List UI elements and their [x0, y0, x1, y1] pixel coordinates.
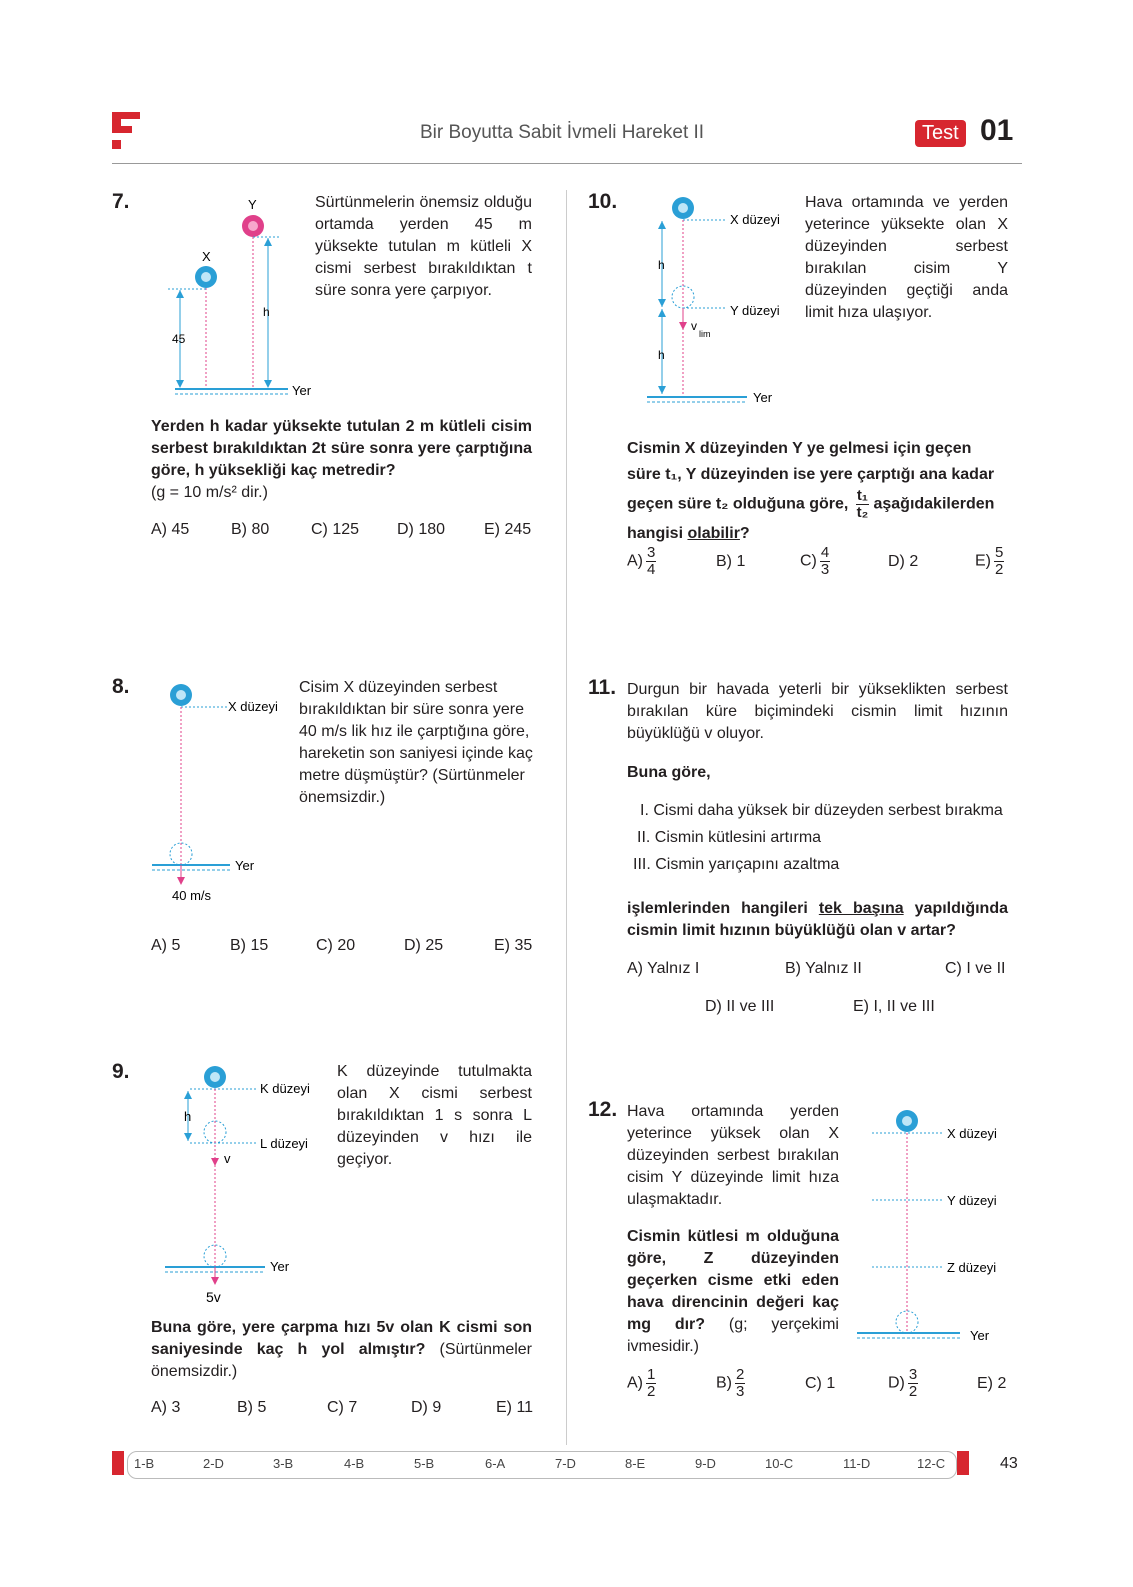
- option-b[interactable]: B) 5: [237, 1399, 267, 1416]
- svg-text:v: v: [224, 1151, 231, 1166]
- answer-key-item: 9-D: [695, 1456, 716, 1471]
- option-d[interactable]: D) 2: [888, 553, 919, 570]
- publisher-logo: [112, 112, 142, 152]
- svg-text:X düzeyi: X düzeyi: [947, 1126, 997, 1141]
- question-number: 8.: [112, 675, 130, 698]
- option-c[interactable]: C) I ve II: [945, 960, 1006, 977]
- svg-text:h: h: [263, 305, 270, 319]
- svg-text:Yer: Yer: [292, 383, 312, 398]
- option-a[interactable]: A) 3: [151, 1399, 181, 1416]
- option-a[interactable]: A) Yalnız I: [627, 960, 700, 977]
- answer-key-item: 1-B: [134, 1456, 155, 1471]
- q10-figure: [645, 192, 805, 412]
- q9-figure: [160, 1062, 335, 1312]
- answer-key-item: 4-B: [344, 1456, 365, 1471]
- svg-text:45: 45: [172, 332, 186, 346]
- question-text: Sürtünmelerin önemsiz olduğu ortamda yerden 45 m yüksekte tutulan m kütleli X cismi serbest bırakıldıktan t süre sonra yere çarpıyor.: [315, 194, 532, 299]
- svg-text:Yer: Yer: [970, 1328, 990, 1343]
- prompt-text: Buna göre, yere çarpma hızı 5v olan K cismi son saniyesinde kaç h yol almıştır?: [151, 1319, 532, 1358]
- option-d[interactable]: D) 25: [404, 937, 444, 954]
- option-e[interactable]: E) 2: [977, 1375, 1007, 1392]
- prompt-line: hangisi olabilir?: [627, 525, 750, 542]
- option-d[interactable]: D) 9: [411, 1399, 442, 1416]
- svg-text:X düzeyi: X düzeyi: [228, 699, 278, 714]
- answer-key-item: 7-D: [555, 1456, 576, 1471]
- chapter-title: Bir Boyutta Sabit İvmeli Hareket II: [420, 122, 705, 143]
- option-e[interactable]: E) I, II ve III: [853, 998, 935, 1015]
- option-e[interactable]: E) 11: [496, 1399, 534, 1416]
- test-number: 01: [980, 114, 1014, 147]
- svg-text:Yer: Yer: [753, 390, 773, 405]
- option-e[interactable]: E) $\frac{5}{2}$: [975, 544, 1004, 578]
- svg-text:h: h: [184, 1109, 192, 1124]
- statement-iii: III. Cismin yarıçapını azaltma: [633, 856, 840, 873]
- option-a[interactable]: A) 45: [151, 521, 190, 538]
- option-d[interactable]: D) 180: [397, 521, 446, 538]
- question-prompt: Cismin kütlesi m olduğuna göre, Z düzeyinden geçerken cisme etki eden hava direncinin değeri kaç mg dır? (g; yerçekimi ivmesidir.): [627, 1228, 839, 1355]
- prompt-line: süre t₁, Y düzeyinden ise yere çarptığı ana kadar: [627, 466, 995, 483]
- option-b[interactable]: B) 80: [231, 521, 270, 538]
- svg-text:X: X: [202, 249, 211, 264]
- question-note: (Sürtünmeler önemsizdir.): [151, 1341, 533, 1380]
- test-badge: Test: [915, 120, 966, 147]
- question-number: 11.: [588, 676, 617, 699]
- svg-text:L düzeyi: L düzeyi: [260, 1136, 308, 1151]
- svg-text:Yer: Yer: [235, 858, 255, 873]
- option-b[interactable]: B) Yalnız II: [785, 960, 862, 977]
- statement-i: I. Cismi daha yüksek bir düzeyden serbest bırakma: [640, 802, 1003, 819]
- statement-ii: II. Cismin kütlesini artırma: [637, 829, 822, 846]
- prompt-line: Cismin X düzeyinden Y ye gelmesi için geçen: [627, 440, 972, 457]
- answer-key-item: 8-E: [625, 1456, 646, 1471]
- answer-key-item: 11-D: [843, 1456, 871, 1471]
- svg-text:X düzeyi: X düzeyi: [730, 212, 780, 227]
- answer-key-item: 5-B: [414, 1456, 435, 1471]
- svg-text:lim: lim: [699, 329, 711, 339]
- question-text: Hava ortamında ve yerden yeterince yüksekte olan X düzeyinden serbest bırakılan cisim Y düzeyinden geçtiği anda limit hıza ulaşıyor.: [805, 194, 1008, 321]
- question-note: (g = 10 m/s² dir.): [151, 484, 268, 501]
- svg-text:Z düzeyi: Z düzeyi: [947, 1260, 997, 1275]
- option-a[interactable]: A) 5: [151, 937, 181, 954]
- option-c[interactable]: C) 1: [805, 1375, 836, 1392]
- question-number: 12.: [588, 1098, 618, 1121]
- option-b[interactable]: B) 1: [716, 553, 746, 570]
- option-c[interactable]: C) 20: [316, 937, 356, 954]
- answer-key-item: 6-A: [485, 1456, 506, 1471]
- footer-marker-left: [112, 1451, 124, 1475]
- answer-key-item: 2-D: [203, 1456, 224, 1471]
- question-text: K düzeyinde tutulmakta olan X cismi serbest bırakıldıktan 1 s sonra L düzeyinden v hızı ile geçiyor.: [337, 1063, 532, 1168]
- svg-text:40 m/s: 40 m/s: [172, 888, 212, 903]
- page-number: 43: [1000, 1455, 1018, 1472]
- svg-text:h: h: [658, 258, 665, 272]
- option-b[interactable]: B) $\frac{2}{3}$: [716, 1366, 745, 1400]
- option-d[interactable]: D) $\frac{3}{2}$: [888, 1366, 918, 1400]
- option-c[interactable]: C) $\frac{4}{3}$: [800, 544, 830, 578]
- answer-key-bar: [127, 1451, 957, 1479]
- q7-figure: [160, 192, 320, 402]
- svg-text:Y düzeyi: Y düzeyi: [730, 303, 780, 318]
- question-number: 7.: [112, 190, 130, 213]
- svg-text:Yer: Yer: [270, 1259, 290, 1274]
- question-prompt: [151, 1317, 532, 1383]
- answer-key-item: 3-B: [273, 1456, 294, 1471]
- svg-text:K düzeyi: K düzeyi: [260, 1081, 310, 1096]
- footer-marker-right: [957, 1451, 969, 1475]
- svg-text:5v: 5v: [206, 1289, 221, 1305]
- question-text: Hava ortamında yerden yeterince yüksek olan X düzeyinden serbest bırakılan cisim Y düzeyinde limit hıza ulaşmaktadır.: [627, 1103, 839, 1208]
- answer-key-item: 12-C: [917, 1456, 946, 1471]
- svg-text:h: h: [658, 348, 665, 362]
- option-c[interactable]: C) 7: [327, 1399, 358, 1416]
- question-number: 9.: [112, 1060, 130, 1083]
- svg-text:v: v: [691, 319, 697, 333]
- option-c[interactable]: C) 125: [311, 521, 360, 538]
- prompt-line: geçen süre t₂ olduğuna göre, $\frac{\text{t₁}}{\text{t₂}}$ aşağıdakilerden: [627, 487, 995, 521]
- column-divider: [566, 190, 567, 1445]
- question-text: Durgun bir havada yeterli bir yükseklikten serbest bırakılan küre biçimindeki cismin limit hızının büyüklüğü v oluyor.: [627, 681, 1008, 742]
- question-text: Cisim X düzeyinden serbest bırakıldıktan bir süre sonra yere 40 m/s lik hız ile çarptığına göre, hareketin son saniyesi içinde kaç metre düşmüştür? (Sürtünmeler önemsizdir.): [299, 679, 533, 806]
- svg-text:Y: Y: [248, 197, 257, 212]
- option-e[interactable]: E) 245: [484, 521, 532, 538]
- question-number: 10.: [588, 190, 618, 213]
- option-d[interactable]: D) II ve III: [705, 998, 775, 1015]
- question-prompt: [627, 436, 1008, 547]
- option-b[interactable]: B) 15: [230, 937, 269, 954]
- q12-figure: [855, 1105, 1015, 1345]
- svg-text:Y düzeyi: Y düzeyi: [947, 1193, 997, 1208]
- option-e[interactable]: E) 35: [494, 937, 533, 954]
- question-prompt: işlemlerinden hangileri tek başına yapıldığında cismin limit hızının büyüklüğü olan v artar?: [627, 900, 1008, 939]
- answer-key-item: 10-C: [765, 1456, 794, 1471]
- option-a[interactable]: A) $\frac{1}{2}$: [627, 1366, 656, 1400]
- question-prompt: Yerden h kadar yüksekte tutulan 2 m kütleli cisim serbest bırakıldıktan 2t süre sonra yere çarptığına göre, h yüksekliği kaç metredir?: [151, 418, 532, 479]
- q8-figure: [150, 680, 300, 910]
- header-divider: [112, 163, 1022, 164]
- question-lead: Buna göre,: [627, 764, 711, 781]
- option-a[interactable]: A) $\frac{3}{4}$: [627, 544, 656, 578]
